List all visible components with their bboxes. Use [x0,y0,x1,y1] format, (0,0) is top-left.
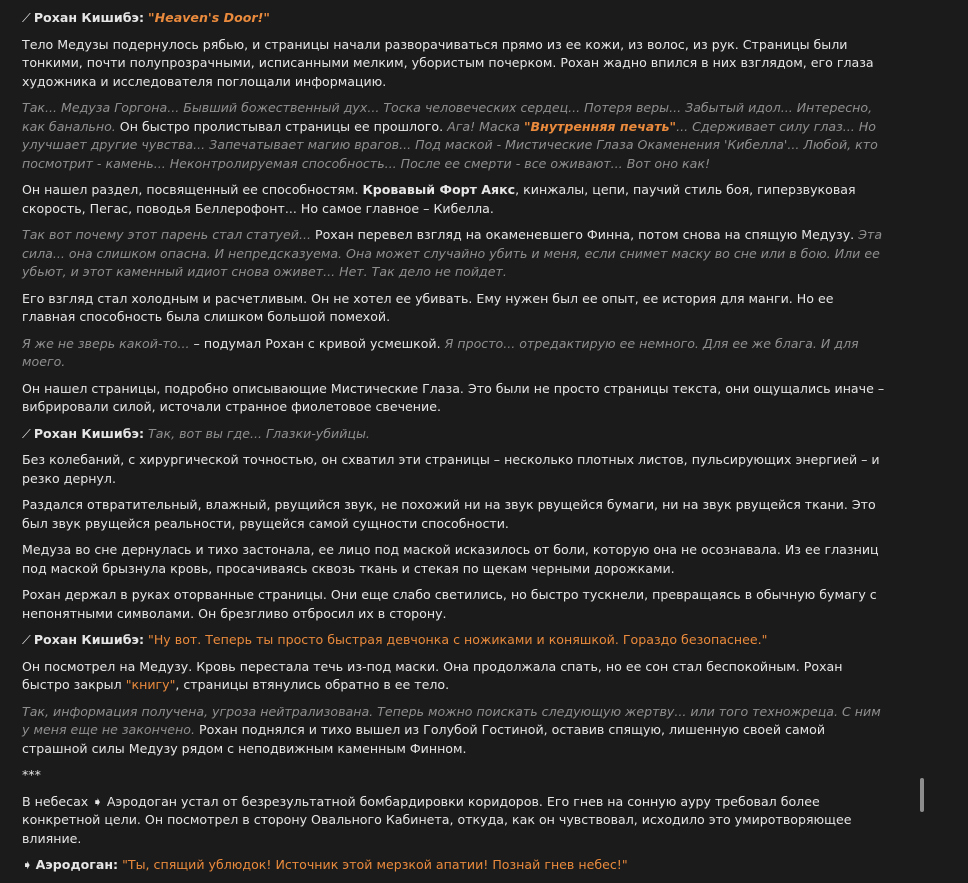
narration-paragraph: Медуза во сне дернулась и тихо застонала, ее лицо под маской исказилось от боли, которую она не осознавала. Из ее глазниц под маской брызнула кровь, просачиваясь сквозь ткань и стекая по щекам черными дорожками. [22,542,879,576]
speaker-name: Рохан Кишибэ: [33,425,145,441]
narration-text: Он нашел раздел, посвященный ее способностям. [22,182,363,197]
chat-log [22,9,890,883]
quill-icon: ⟋ [22,632,31,647]
thought-text: Так вот почему этот парень стал статуей... [22,227,311,242]
highlight-term: "книгу" [125,677,176,692]
quill-icon: ⟋ [22,10,31,25]
scene-separator: *** [22,767,41,782]
arrow-icon: ➧ [22,857,33,872]
speaker-name: Аэродоган: [35,857,119,872]
scrollbar-thumb[interactable] [920,778,924,812]
speaker-name: Рохан Кишибэ: [33,632,145,647]
narration-text: Рохан перевел взгляд на окаменевшего Финна, потом снова на спящую Медузу. [310,227,859,242]
arrow-icon: ➧ [92,793,103,809]
thought-text: Так, информация получена, угроза нейтрализована. Теперь можно поискать следующую жертву... или того техножреца. С ним у меня еще не закончено. [22,703,881,737]
narration-paragraph [22,793,890,849]
narration-text: Рохан поднялся и тихо вышел из Голубой Гостиной, оставив спящую, лишенную своей самой страшной силы Медузу рядом с неподвижным каменным Финном. [22,722,826,756]
narration-text: – подумал Рохан с кривой усмешкой. [189,335,445,351]
thought-text: ... Сдерживает силу глаз... Но улучшает другие чувства... Запечатывает магию врагов... Под маской - Мистические Глаза Окаменения 'Кибелла'... Любой, кто посмотрит - камень... Неконтролируемая способность... После ее смерти - все оживают... Вот оно как! [22,118,878,171]
quill-icon: ⟋ [22,425,31,441]
thought-text: Ага! Маска [447,118,524,134]
narration-paragraph [22,181,890,218]
bold-term: Кровавый Форт Аякс [362,182,516,197]
thought-text: Так... Медуза Горгона... Бывший божественный дух... Тоска человеческих сердец... Потеря веры... Забытый идол... Интересно, как банально. [22,100,873,134]
narration-text: В небесах [22,793,93,809]
thought-paragraph [22,99,890,173]
thought-paragraph [22,226,890,282]
speaker-name: Рохан Кишибэ: [33,10,145,25]
narration-paragraph: Он нашел страницы, подробно описывающие Мистические Глаза. Это были не просто страницы текста, они ощущались иначе – вибрировали силой, источали странное фиолетовое свечение. [22,380,885,414]
thought-paragraph [22,703,890,759]
thought-paragraph [22,335,890,372]
thought-text: Я же не зверь какой-то... [22,335,190,351]
highlight-term: "Внутренняя печать" [523,118,677,134]
thought-text: Я просто... отредактирую ее немного. Для ее же блага. И для моего. [22,335,859,369]
narration-text: , кинжалы, цепи, паучий стиль боя, гиперзвуковая скорость, Пегас, поводья Беллерофонт... Но самое главное – Кибелла. [22,182,856,216]
narration-paragraph: Рохан держал в руках оторванные страницы. Они еще слабо светились, но быстро тускнели, превращаясь в обычную бумагу с непонятными символами. Он брезгливо отбросил их в сторону. [22,587,877,621]
narration-text: , страницы втянулись обратно в ее тело. [175,677,450,692]
narration-paragraph: Раздался отвратительный, влажный, рвущийся звук, не похожий ни на звук рвущейся бумаги, ни на звук рвущейся ткани. Это был звук рвущейся реальности, рвущейся самой сущности способности. [22,497,876,531]
spoken-quote: "Ну вот. Теперь ты просто быстрая девчонка с ножиками и коняшкой. Гораздо безопаснее." [148,632,768,647]
spoken-quote: "Ты, спящий ублюдок! Источник этой мерзкой апатии! Познай гнев небес!" [122,857,628,872]
narration-paragraph: Его взгляд стал холодным и расчетливым. Он не хотел ее убивать. Ему нужен был ее опыт, ее история для манги. Но ее главная способность была слишком большой помехой. [22,290,834,324]
narration-paragraph: Без колебаний, с хирургической точностью, он схватил эти страницы – несколько плотных листов, пульсирующих энергией – и резко дернул. [22,452,880,486]
narration-text: Он быстро пролистывал страницы ее прошлого. [115,118,448,134]
spoken-quote: "Heaven's Door!" [148,10,270,25]
narration-text: Он посмотрел на Медузу. Кровь перестала течь из-под маски. Она продолжала спать, но ее сон стал беспокойным. Рохан быстро закрыл [22,658,843,692]
message-aerodogan [22,856,890,875]
message-rohan-2 [22,425,890,444]
narration-paragraph [22,658,890,695]
message-rohan-1 [22,9,890,28]
thought-quote: Так, вот вы где... Глазки-убийцы. [148,425,370,441]
narration-text: Аэродоган устал от безрезультатной бомбардировки коридоров. Его гнев на сонную ауру требовал более конкретной цели. Он посмотрел в сторону Овального Кабинета, откуда, как он чувствовал, исходило это умиротворяющее влияние. [22,793,852,846]
narration-paragraph: Тело Медузы подернулось рябью, и страницы начали разворачиваться прямо из ее кожи, из волос, из рук. Страницы были тонкими, почти полупрозрачными, исписанными мелким, убористым почерком. Рохан жадно впился в них взглядом, его глаза художника и исследователя поглощали информацию. [22,36,874,89]
message-rohan-3 [22,631,890,650]
thought-text: Эта сила... она слишком опасна. И непредсказуема. Она может случайно убить и меня, если снимет маску во сне или в бою. Или ее убьют, и этот каменный идиот снова оживет... Нет. Так дело не пойдет. [22,227,883,279]
